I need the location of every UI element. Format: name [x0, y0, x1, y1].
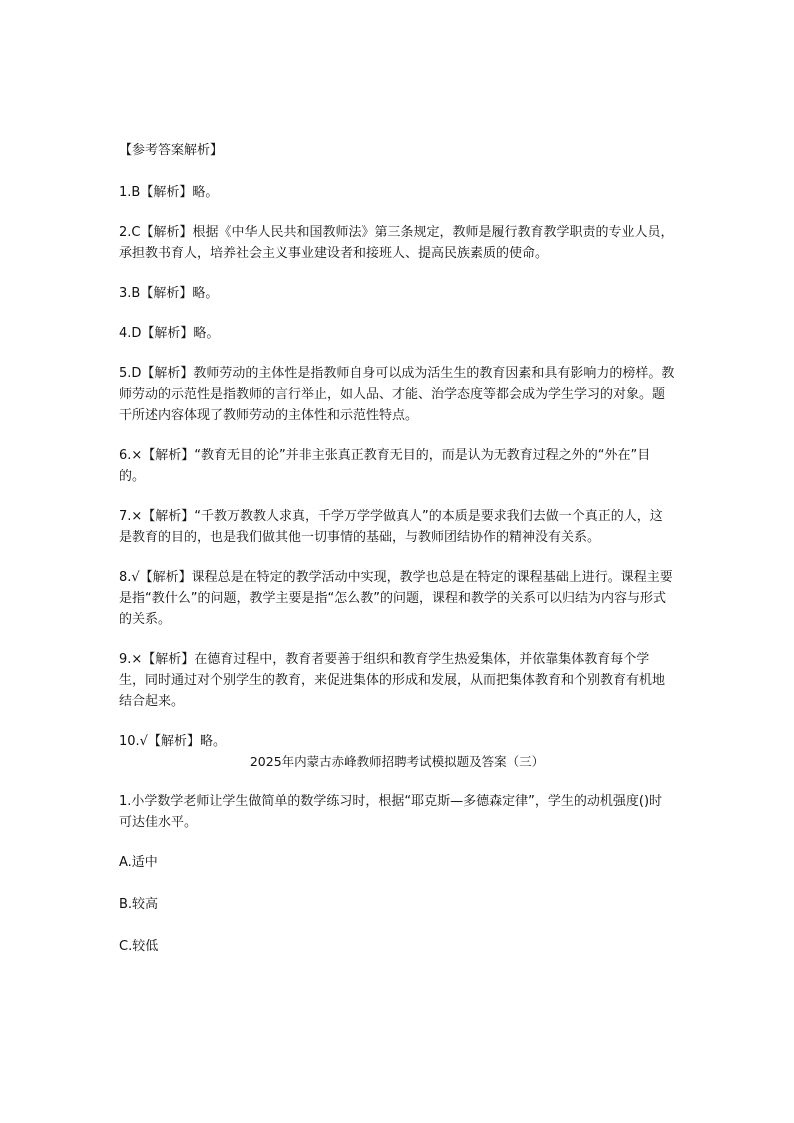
answer-4: 4.D【解析】略。: [119, 326, 220, 341]
question-option-a: A.适中: [119, 855, 158, 870]
answer-6: 6.×【解析】“教育无目的论”并非主张真正教育无目的，而是认为无教育过程之外的“外在”目的。: [119, 448, 651, 484]
answer-3: 3.B【解析】略。: [119, 286, 219, 301]
answer-1: 1.B【解析】略。: [119, 185, 219, 200]
answer-7: 7.×【解析】“千教万教教人求真，千学万学学做真人”的本质是要求我们去做一个真正的人，这是教育的目的，也是我们做其他一切事情的基础，与教师团结协作的精神没有关系。: [119, 509, 663, 545]
document-content: [119, 140, 675, 978]
question-stem: 1.小学数学老师让学生做简单的数学练习时，根据“耶克斯—多德森定律”，学生的动机强度()时可达佳水平。: [119, 794, 663, 830]
section-title: 2025年内蒙古赤峰教师招聘考试模拟题及答案（三）: [249, 754, 545, 769]
answer-9: 9.×【解析】在德育过程中，教育者要善于组织和教育学生热爱集体，并依靠集体教育每个学生，同时通过对个别学生的教育，来促进集体的形成和发展，从而把集体教育和个别教育有机地结合起来。: [119, 652, 666, 709]
answer-10: 10.√【解析】略。: [119, 734, 226, 749]
answer-2: 2.C【解析】根据《中华人民共和国教师法》第三条规定，教师是履行教育教学职责的专业人员，承担教书育人，培养社会主义事业建设者和接班人、提高民族素质的使命。: [119, 225, 674, 261]
answer-5: 5.D【解析】教师劳动的主体性是指教师自身可以成为活生生的教育因素和具有影响力的榜样。教师劳动的示范性是指教师的言行举止，如人品、才能、治学态度等都会成为学生学习的对象。题干所述内容体现了教师劳动的主体性和示范性特点。: [119, 366, 675, 423]
answer-8: 8.√【解析】课程总是在特定的教学活动中实现，教学也总是在特定的课程基础上进行。课程主要是指“教什么”的问题，教学主要是指“怎么教”的问题，课程和教学的关系可以归结为内容与形式的关系。: [119, 570, 673, 627]
question-option-c: C.较低: [119, 939, 159, 954]
question-option-b: B.较高: [119, 897, 159, 912]
answer-key-heading: 【参考答案解析】: [119, 143, 224, 158]
